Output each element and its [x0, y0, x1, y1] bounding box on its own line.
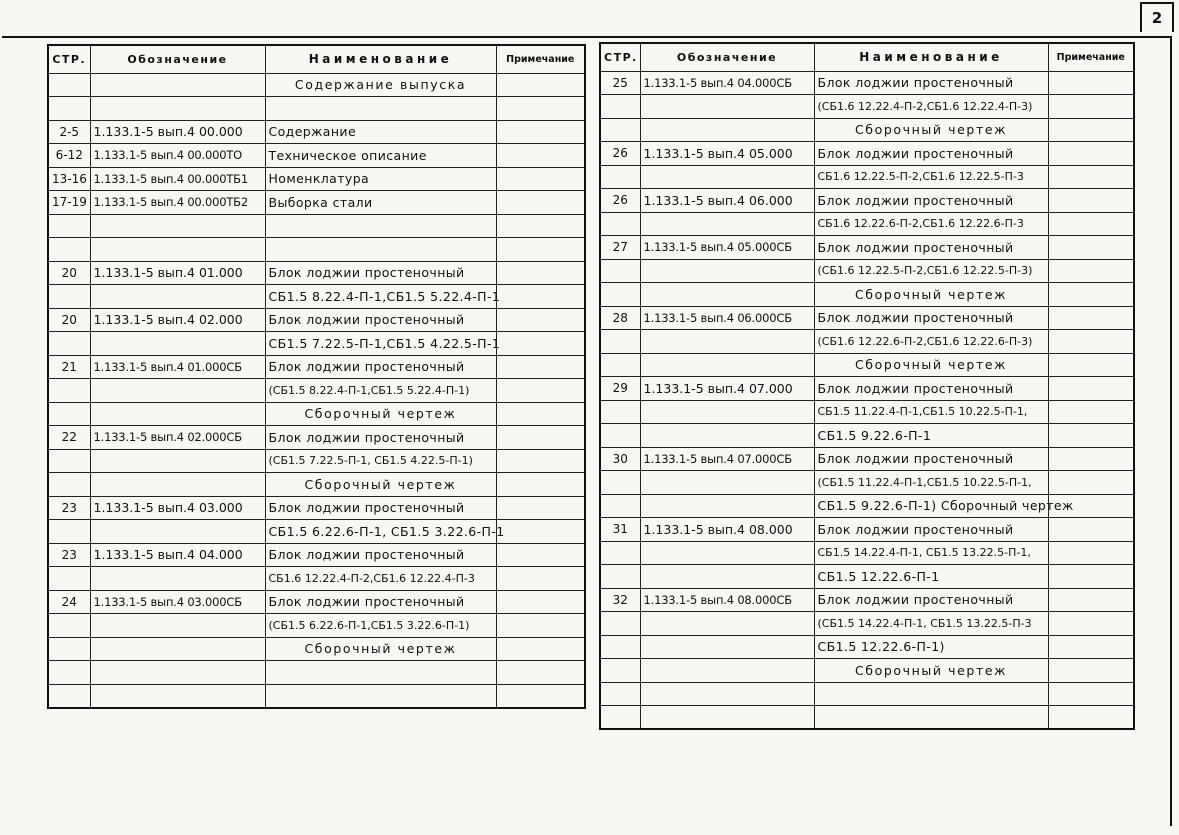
table-row — [48, 97, 585, 121]
table-row — [600, 565, 1134, 589]
cell-name: Номенклатура — [265, 167, 496, 191]
table-row — [600, 353, 1134, 377]
cell-page — [600, 706, 640, 730]
cell-code — [90, 614, 265, 638]
cell-name: Блок лоджии простеночный — [814, 189, 1048, 213]
cell-note — [1048, 71, 1134, 95]
table-row — [48, 520, 585, 544]
cell-page: 23 — [48, 496, 90, 520]
table-row — [600, 259, 1134, 283]
cell-note — [1048, 541, 1134, 565]
cell-note — [1048, 659, 1134, 683]
cell-name: (СБ1.6 12.22.6-П-2,СБ1.6 12.22.6-П-3) — [814, 330, 1048, 354]
header-name: Наименование — [265, 45, 496, 73]
cell-note — [496, 191, 585, 215]
header-code: Обозначение — [640, 43, 814, 71]
cell-note — [496, 332, 585, 356]
table-row — [600, 424, 1134, 448]
table-row — [600, 706, 1134, 730]
table-row — [48, 637, 585, 661]
cell-code — [640, 494, 814, 518]
table-row — [48, 379, 585, 403]
cell-code: 1.133.1-5 вып.4 02.000СБ — [90, 426, 265, 450]
table-row — [48, 567, 585, 591]
cell-page — [600, 424, 640, 448]
cell-page — [600, 682, 640, 706]
cell-code — [90, 661, 265, 685]
cell-name — [265, 214, 496, 238]
cell-page — [600, 565, 640, 589]
cell-page — [600, 541, 640, 565]
cell-page: 20 — [48, 261, 90, 285]
cell-page — [600, 400, 640, 424]
cell-page: 31 — [600, 518, 640, 542]
table-row — [48, 214, 585, 238]
cell-name: Содержание — [265, 120, 496, 144]
table-row — [600, 212, 1134, 236]
cell-name: Техническое описание — [265, 144, 496, 168]
cell-name: СБ1.5 9.22.6-П-1 — [814, 424, 1048, 448]
cell-note — [1048, 588, 1134, 612]
cell-code: 1.133.1-5 вып.4 02.000 — [90, 308, 265, 332]
cell-code: 1.133.1-5 вып.4 08.000СБ — [640, 588, 814, 612]
cell-page — [48, 614, 90, 638]
cell-name: (СБ1.5 7.22.5-П-1, СБ1.5 4.22.5-П-1) — [265, 449, 496, 473]
cell-note — [1048, 259, 1134, 283]
cell-name: СБ1.5 8.22.4-П-1,СБ1.5 5.22.4-П-1 — [265, 285, 496, 309]
cell-page — [48, 238, 90, 262]
cell-code — [90, 285, 265, 309]
cell-note — [1048, 189, 1134, 213]
cell-name: Сборочный чертеж — [814, 353, 1048, 377]
cell-name: Блок лоджии простеночный — [814, 142, 1048, 166]
cell-page: 17-19 — [48, 191, 90, 215]
cell-name: Блок лоджии простеночный — [265, 426, 496, 450]
cell-note — [1048, 471, 1134, 495]
cell-page: 21 — [48, 355, 90, 379]
cell-name: СБ1.6 12.22.5-П-2,СБ1.6 12.22.5-П-3 — [814, 165, 1048, 189]
cell-code — [640, 541, 814, 565]
cell-code — [640, 400, 814, 424]
cell-name: Блок лоджии простеночный — [814, 518, 1048, 542]
cell-page — [600, 330, 640, 354]
table-row — [48, 332, 585, 356]
cell-code: 1.133.1-5 вып.4 06.000СБ — [640, 306, 814, 330]
cell-page — [48, 449, 90, 473]
cell-page: 22 — [48, 426, 90, 450]
table-row — [600, 682, 1134, 706]
cell-name: Содержание выпуска — [265, 73, 496, 97]
table-row — [600, 95, 1134, 119]
cell-code — [90, 449, 265, 473]
cell-page — [48, 402, 90, 426]
cell-page — [600, 471, 640, 495]
table-row — [48, 191, 585, 215]
cell-note — [1048, 236, 1134, 260]
cell-note — [1048, 212, 1134, 236]
table-row — [48, 308, 585, 332]
cell-note — [1048, 682, 1134, 706]
table-row — [48, 426, 585, 450]
header-code: Обозначение — [90, 45, 265, 73]
cell-code — [640, 682, 814, 706]
cell-code: 1.133.1-5 вып.4 03.000СБ — [90, 590, 265, 614]
cell-page — [600, 118, 640, 142]
cell-page: 29 — [600, 377, 640, 401]
cell-page — [600, 95, 640, 119]
cell-code — [90, 238, 265, 262]
cell-name: Сборочный чертеж — [265, 473, 496, 497]
cell-code: 1.133.1-5 вып.4 01.000 — [90, 261, 265, 285]
cell-page — [600, 283, 640, 307]
table-row — [48, 73, 585, 97]
cell-code — [640, 635, 814, 659]
cell-note — [1048, 142, 1134, 166]
cell-note — [496, 684, 585, 708]
cell-code — [90, 402, 265, 426]
table-row — [48, 473, 585, 497]
cell-code: 1.133.1-5 вып.4 08.000 — [640, 518, 814, 542]
cell-note — [1048, 283, 1134, 307]
cell-code — [640, 471, 814, 495]
table-row — [48, 661, 585, 685]
cell-code — [640, 424, 814, 448]
cell-name: Сборочный чертеж — [814, 118, 1048, 142]
table-row — [600, 330, 1134, 354]
cell-page: 27 — [600, 236, 640, 260]
cell-code — [640, 330, 814, 354]
cell-name: СБ1.6 12.22.6-П-2,СБ1.6 12.22.6-П-3 — [814, 212, 1048, 236]
cell-code — [90, 520, 265, 544]
cell-code — [640, 659, 814, 683]
cell-note — [496, 97, 585, 121]
cell-code: 1.133.1-5 вып.4 07.000 — [640, 377, 814, 401]
cell-note — [496, 308, 585, 332]
cell-name: Сборочный чертеж — [814, 283, 1048, 307]
table-row — [600, 447, 1134, 471]
cell-code — [90, 473, 265, 497]
cell-name — [265, 661, 496, 685]
cell-page — [600, 259, 640, 283]
cell-page: 26 — [600, 142, 640, 166]
cell-code — [90, 214, 265, 238]
cell-note — [496, 261, 585, 285]
cell-code — [640, 118, 814, 142]
cell-note — [496, 661, 585, 685]
cell-note — [1048, 165, 1134, 189]
cell-name: СБ1.5 6.22.6-П-1, СБ1.5 3.22.6-П-1 — [265, 520, 496, 544]
cell-note — [496, 590, 585, 614]
cell-page — [48, 637, 90, 661]
cell-name: Блок лоджии простеночный — [814, 236, 1048, 260]
cell-note — [1048, 400, 1134, 424]
cell-page: 25 — [600, 71, 640, 95]
table-row — [600, 494, 1134, 518]
cell-name: Блок лоджии простеночный — [814, 377, 1048, 401]
cell-name: Блок лоджии простеночный — [265, 355, 496, 379]
table-row — [48, 543, 585, 567]
table-row — [48, 449, 585, 473]
cell-code: 1.133.1-5 вып.4 00.000 — [90, 120, 265, 144]
table-row — [48, 238, 585, 262]
cell-name: СБ1.5 9.22.6-П-1) Сборочный чертеж — [814, 494, 1048, 518]
cell-code — [640, 165, 814, 189]
table-row — [48, 496, 585, 520]
table-row — [48, 614, 585, 638]
cell-note — [496, 120, 585, 144]
cell-code: 1.133.1-5 вып.4 04.000 — [90, 543, 265, 567]
cell-note — [496, 355, 585, 379]
cell-code — [90, 637, 265, 661]
cell-page: 24 — [48, 590, 90, 614]
cell-note — [496, 520, 585, 544]
cell-name: Блок лоджии простеночный — [265, 261, 496, 285]
table-row — [600, 283, 1134, 307]
cell-note — [496, 637, 585, 661]
cell-note — [1048, 424, 1134, 448]
table-body — [48, 73, 585, 708]
cell-name: СБ1.5 7.22.5-П-1,СБ1.5 4.22.5-П-1 — [265, 332, 496, 356]
cell-name: Сборочный чертеж — [814, 659, 1048, 683]
table-row — [48, 590, 585, 614]
table-row — [600, 189, 1134, 213]
table-row — [48, 261, 585, 285]
cell-note — [496, 496, 585, 520]
cell-name: Блок лоджии простеночный — [265, 543, 496, 567]
cell-code — [640, 612, 814, 636]
cell-page: 23 — [48, 543, 90, 567]
cell-name: (СБ1.5 14.22.4-П-1, СБ1.5 13.22.5-П-3 — [814, 612, 1048, 636]
cell-page — [48, 73, 90, 97]
cell-note — [496, 379, 585, 403]
contents-table-left — [47, 44, 586, 709]
cell-name: Блок лоджии простеночный — [265, 308, 496, 332]
cell-page: 32 — [600, 588, 640, 612]
cell-page — [48, 285, 90, 309]
table-row — [48, 684, 585, 708]
cell-page — [48, 684, 90, 708]
table-row — [48, 402, 585, 426]
table-row — [600, 142, 1134, 166]
cell-name: Блок лоджии простеночный — [265, 496, 496, 520]
cell-name: (СБ1.6 12.22.4-П-2,СБ1.6 12.22.4-П-3) — [814, 95, 1048, 119]
cell-code: 1.133.1-5 вып.4 07.000СБ — [640, 447, 814, 471]
cell-page — [600, 353, 640, 377]
table-row — [48, 144, 585, 168]
cell-name: СБ1.5 14.22.4-П-1, СБ1.5 13.22.5-П-1, — [814, 541, 1048, 565]
cell-note — [496, 144, 585, 168]
cell-page: 20 — [48, 308, 90, 332]
table-row — [600, 588, 1134, 612]
table-row — [48, 285, 585, 309]
header-name: Наименование — [814, 43, 1048, 71]
cell-note — [1048, 353, 1134, 377]
cell-name: Блок лоджии простеночный — [814, 447, 1048, 471]
page-number: 2 — [1140, 2, 1174, 32]
table-row — [600, 612, 1134, 636]
cell-name — [814, 682, 1048, 706]
table-row — [48, 167, 585, 191]
cell-code — [90, 684, 265, 708]
cell-page — [600, 659, 640, 683]
cell-name — [265, 684, 496, 708]
cell-note — [1048, 377, 1134, 401]
header-page: СТР. — [600, 43, 640, 71]
table-row — [600, 306, 1134, 330]
cell-note — [496, 449, 585, 473]
cell-page — [48, 97, 90, 121]
table-row — [600, 541, 1134, 565]
cell-page — [48, 567, 90, 591]
cell-page — [48, 379, 90, 403]
cell-note — [496, 426, 585, 450]
cell-name: СБ1.5 12.22.6-П-1) — [814, 635, 1048, 659]
cell-code: 1.133.1-5 вып.4 03.000 — [90, 496, 265, 520]
cell-name: Сборочный чертеж — [265, 402, 496, 426]
table-row — [600, 118, 1134, 142]
header-note: Примечание — [1048, 43, 1134, 71]
cell-name: Блок лоджии простеночный — [814, 71, 1048, 95]
cell-page: 30 — [600, 447, 640, 471]
cell-note — [496, 567, 585, 591]
cell-name: СБ1.5 11.22.4-П-1,СБ1.5 10.22.5-П-1, — [814, 400, 1048, 424]
cell-code: 1.133.1-5 вып.4 00.000ТБ1 — [90, 167, 265, 191]
table-row — [600, 236, 1134, 260]
cell-code — [90, 73, 265, 97]
cell-name: (СБ1.5 11.22.4-П-1,СБ1.5 10.22.5-П-1, — [814, 471, 1048, 495]
table-row — [48, 355, 585, 379]
table-row — [600, 518, 1134, 542]
cell-page: 28 — [600, 306, 640, 330]
cell-code — [90, 97, 265, 121]
header-row — [600, 43, 1134, 71]
cell-name: (СБ1.6 12.22.5-П-2,СБ1.6 12.22.5-П-3) — [814, 259, 1048, 283]
cell-name: (СБ1.5 6.22.6-П-1,СБ1.5 3.22.6-П-1) — [265, 614, 496, 638]
cell-name — [814, 706, 1048, 730]
table-body — [600, 71, 1134, 729]
cell-code: 1.133.1-5 вып.4 01.000СБ — [90, 355, 265, 379]
cell-page — [48, 661, 90, 685]
cell-note — [496, 73, 585, 97]
cell-note — [496, 614, 585, 638]
table-row — [600, 471, 1134, 495]
cell-code — [640, 283, 814, 307]
cell-page — [600, 165, 640, 189]
table-row — [48, 120, 585, 144]
cell-name: СБ1.5 12.22.6-П-1 — [814, 565, 1048, 589]
cell-code — [640, 212, 814, 236]
header-row — [48, 45, 585, 73]
cell-code — [90, 567, 265, 591]
cell-page — [600, 494, 640, 518]
table-row — [600, 377, 1134, 401]
cell-note — [496, 214, 585, 238]
header-page: СТР. — [48, 45, 90, 73]
header-note: Примечание — [496, 45, 585, 73]
cell-code: 1.133.1-5 вып.4 00.000ТО — [90, 144, 265, 168]
cell-note — [496, 238, 585, 262]
cell-note — [1048, 565, 1134, 589]
cell-page — [48, 214, 90, 238]
cell-code — [640, 259, 814, 283]
cell-page: 2-5 — [48, 120, 90, 144]
cell-note — [1048, 306, 1134, 330]
table-row — [600, 400, 1134, 424]
cell-code — [90, 379, 265, 403]
contents-table-right — [599, 42, 1135, 730]
cell-note — [1048, 330, 1134, 354]
cell-code: 1.133.1-5 вып.4 00.000ТБ2 — [90, 191, 265, 215]
cell-page: 26 — [600, 189, 640, 213]
table-row — [600, 71, 1134, 95]
cell-page — [600, 612, 640, 636]
cell-code: 1.133.1-5 вып.4 05.000СБ — [640, 236, 814, 260]
cell-note — [1048, 447, 1134, 471]
cell-name: Блок лоджии простеночный — [814, 306, 1048, 330]
cell-code: 1.133.1-5 вып.4 05.000 — [640, 142, 814, 166]
cell-code — [90, 332, 265, 356]
cell-name: (СБ1.5 8.22.4-П-1,СБ1.5 5.22.4-П-1) — [265, 379, 496, 403]
cell-note — [496, 285, 585, 309]
cell-page: 13-16 — [48, 167, 90, 191]
cell-page — [48, 473, 90, 497]
cell-note — [1048, 118, 1134, 142]
cell-name — [265, 97, 496, 121]
cell-name: Блок лоджии простеночный — [814, 588, 1048, 612]
cell-page — [600, 635, 640, 659]
cell-code — [640, 706, 814, 730]
table-row — [600, 635, 1134, 659]
cell-note — [1048, 518, 1134, 542]
cell-code — [640, 565, 814, 589]
cell-page — [600, 212, 640, 236]
cell-code: 1.133.1-5 вып.4 06.000 — [640, 189, 814, 213]
table-row — [600, 659, 1134, 683]
cell-name: Блок лоджии простеночный — [265, 590, 496, 614]
cell-note — [1048, 706, 1134, 730]
cell-note — [1048, 635, 1134, 659]
cell-code: 1.133.1-5 вып.4 04.000СБ — [640, 71, 814, 95]
cell-note — [496, 167, 585, 191]
cell-name: СБ1.6 12.22.4-П-2,СБ1.6 12.22.4-П-3 — [265, 567, 496, 591]
cell-page — [48, 332, 90, 356]
cell-code — [640, 353, 814, 377]
cell-note — [496, 402, 585, 426]
cell-page: 6-12 — [48, 144, 90, 168]
cell-page — [48, 520, 90, 544]
cell-name: Сборочный чертеж — [265, 637, 496, 661]
table-row — [600, 165, 1134, 189]
cell-note — [496, 543, 585, 567]
cell-name — [265, 238, 496, 262]
cell-note — [1048, 612, 1134, 636]
cell-note — [496, 473, 585, 497]
cell-code — [640, 95, 814, 119]
cell-name: Выборка стали — [265, 191, 496, 215]
cell-note — [1048, 95, 1134, 119]
